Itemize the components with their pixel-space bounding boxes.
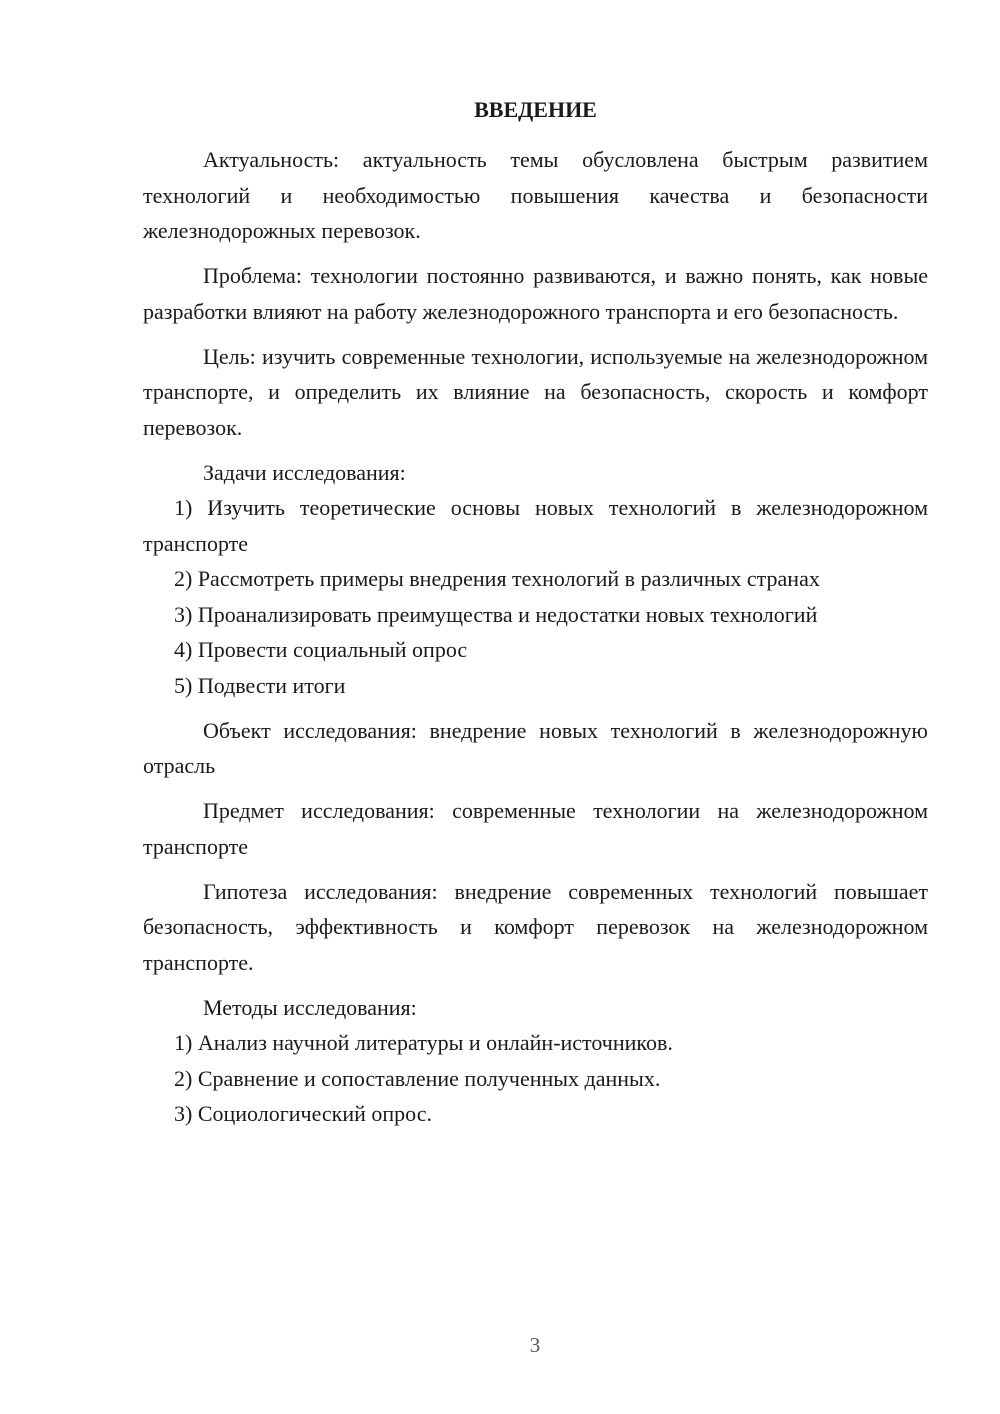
paragraph-subject: Предмет исследования: современные технологии на железнодорожном транспорте	[143, 798, 928, 859]
methods-list	[143, 1025, 928, 1132]
tasks-list	[143, 490, 928, 703]
list-item: 1) Изучить теоретические основы новых технологий в железнодорожном транспорте	[143, 495, 928, 556]
list-item: 3) Проанализировать преимущества и недостатки новых технологий	[174, 601, 818, 627]
page-content	[143, 92, 928, 1132]
paragraph-object: Объект исследования: внедрение новых технологий в железнодорожную отрасль	[143, 717, 928, 778]
page-number: 3	[529, 1333, 541, 1357]
methods-heading: Методы исследования:	[203, 994, 417, 1020]
paragraph-problem: Проблема: технологии постоянно развиваются, и важно понять, как новые разработки влияют на работу железнодорожного транспорта и его безопасность.	[143, 263, 928, 324]
list-item: 2) Сравнение и сопоставление полученных данных.	[174, 1065, 661, 1091]
list-item: 4) Провести социальный опрос	[174, 637, 468, 662]
list-item: 5) Подвести итоги	[174, 672, 346, 698]
list-item: 2) Рассмотреть примеры внедрения технологий в различных странах	[174, 566, 820, 591]
tasks-heading: Задачи исследования:	[203, 459, 406, 485]
list-item: 1) Анализ научной литературы и онлайн-источников.	[174, 1030, 673, 1055]
paragraph-goal: Цель: изучить современные технологии, используемые на железнодорожном транспорте, и определить их влияние на безопасность, скорость и комфорт перевозок.	[143, 343, 928, 440]
section-title: ВВЕДЕНИЕ	[474, 97, 597, 122]
paragraph-relevance: Актуальность: актуальность темы обусловлена быстрым развитием технологий и необходимостью повышения качества и безопасности железнодорожных перевозок.	[143, 147, 928, 243]
paragraph-hypothesis: Гипотеза исследования: внедрение современных технологий повышает безопасность, эффективность и комфорт перевозок на железнодорожном транспорте.	[143, 878, 928, 975]
list-item: 3) Социологический опрос.	[174, 1101, 432, 1126]
